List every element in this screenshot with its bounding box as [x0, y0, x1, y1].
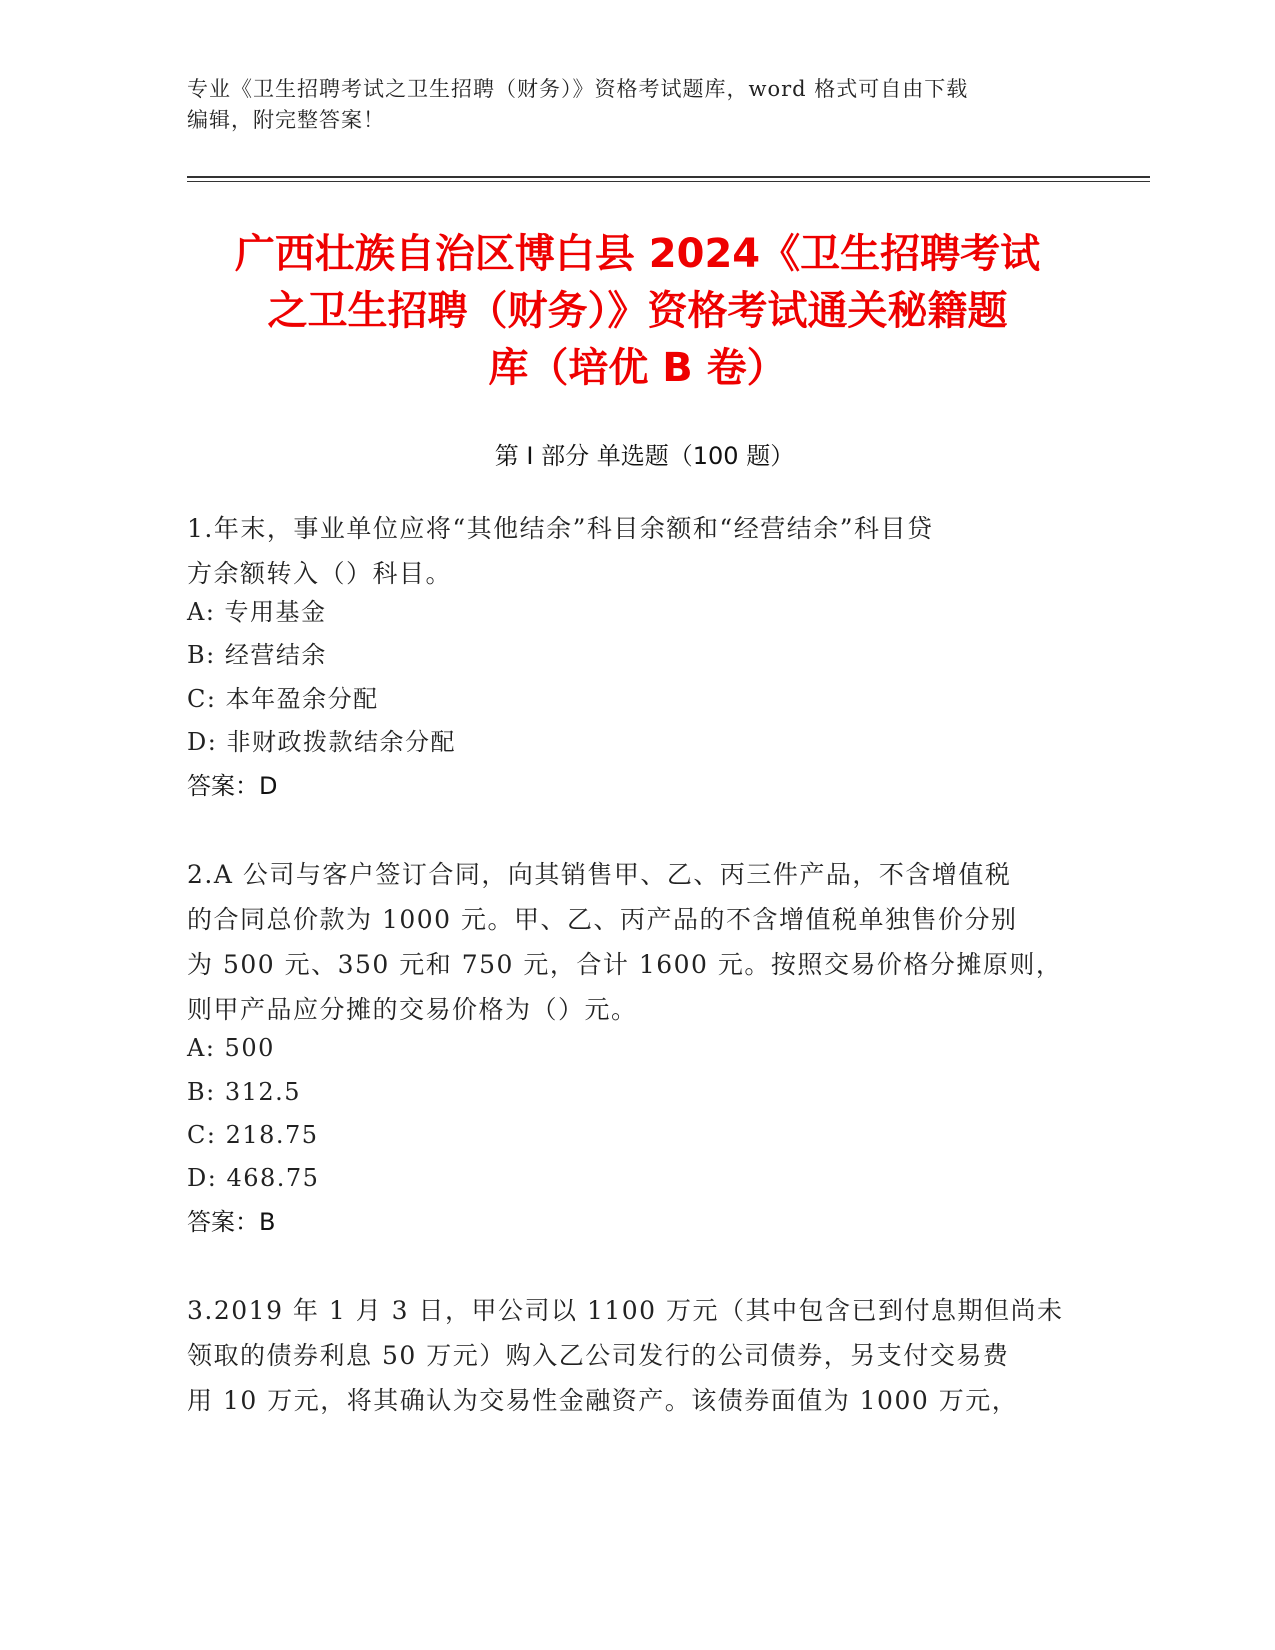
question-line: 3.2019 年 1 月 3 日，甲公司以 1100 万元（其中包含已到付息期但尚未	[187, 1296, 1064, 1325]
question-1-option-b: B: 经营结余	[187, 641, 327, 669]
question-2-option-d: D: 468.75	[187, 1164, 320, 1192]
question-1-answer: 答案：D	[187, 772, 278, 800]
question-line: 为 500 元、350 元和 750 元，合计 1600 元。按照交易价格分摊原则，	[187, 950, 1063, 979]
header-note-line: 编辑，附完整答案！	[187, 108, 385, 132]
question-2-option-b: B: 312.5	[187, 1078, 302, 1106]
question-line: 的合同总价款为 1000 元。甲、乙、丙产品的不含增值税单独售价分别	[187, 905, 1018, 934]
question-1-option-d: D: 非财政拨款结余分配	[187, 728, 456, 756]
question-line: 方余额转入（）科目。	[187, 559, 453, 588]
question-line: 则甲产品应分摊的交易价格为（）元。	[187, 995, 638, 1024]
title-line: 广西壮族自治区博白县 2024《卫生招聘考试	[234, 231, 1041, 277]
title-line: 之卫生招聘（财务）》资格考试通关秘籍题	[267, 288, 1008, 334]
question-2-text	[187, 852, 1087, 1032]
question-2-answer: 答案：B	[187, 1208, 276, 1236]
question-1-option-c: C: 本年盈余分配	[187, 685, 379, 713]
question-2-option-a: A: 500	[187, 1034, 275, 1062]
question-line: 领取的债券利息 50 万元）购入乙公司发行的公司债券，另支付交易费	[187, 1341, 1010, 1370]
document-title	[180, 226, 1095, 397]
question-line: 用 10 万元，将其确认为交易性金融资产。该债券面值为 1000 万元，	[187, 1386, 1019, 1415]
header-note	[187, 74, 1067, 136]
question-1-text	[187, 506, 1087, 596]
question-1-option-a: A: 专用基金	[187, 598, 327, 626]
question-line: 2.A 公司与客户签订合同，向其销售甲、乙、丙三件产品，不含增值税	[187, 860, 1012, 889]
question-2-option-c: C: 218.75	[187, 1121, 319, 1149]
question-3-text	[187, 1288, 1087, 1423]
title-line: 库（培优 B 卷）	[488, 345, 787, 391]
question-line: 1.年末，事业单位应将“其他结余”科目余额和“经营结余”科目贷	[187, 514, 934, 543]
header-divider	[187, 176, 1150, 178]
section-heading: 第 I 部分 单选题（100 题）	[494, 442, 795, 470]
header-note-line: 专业《卫生招聘考试之卫生招聘（财务）》资格考试题库，word 格式可自由下载	[187, 77, 969, 101]
header-divider-thin	[187, 181, 1150, 182]
